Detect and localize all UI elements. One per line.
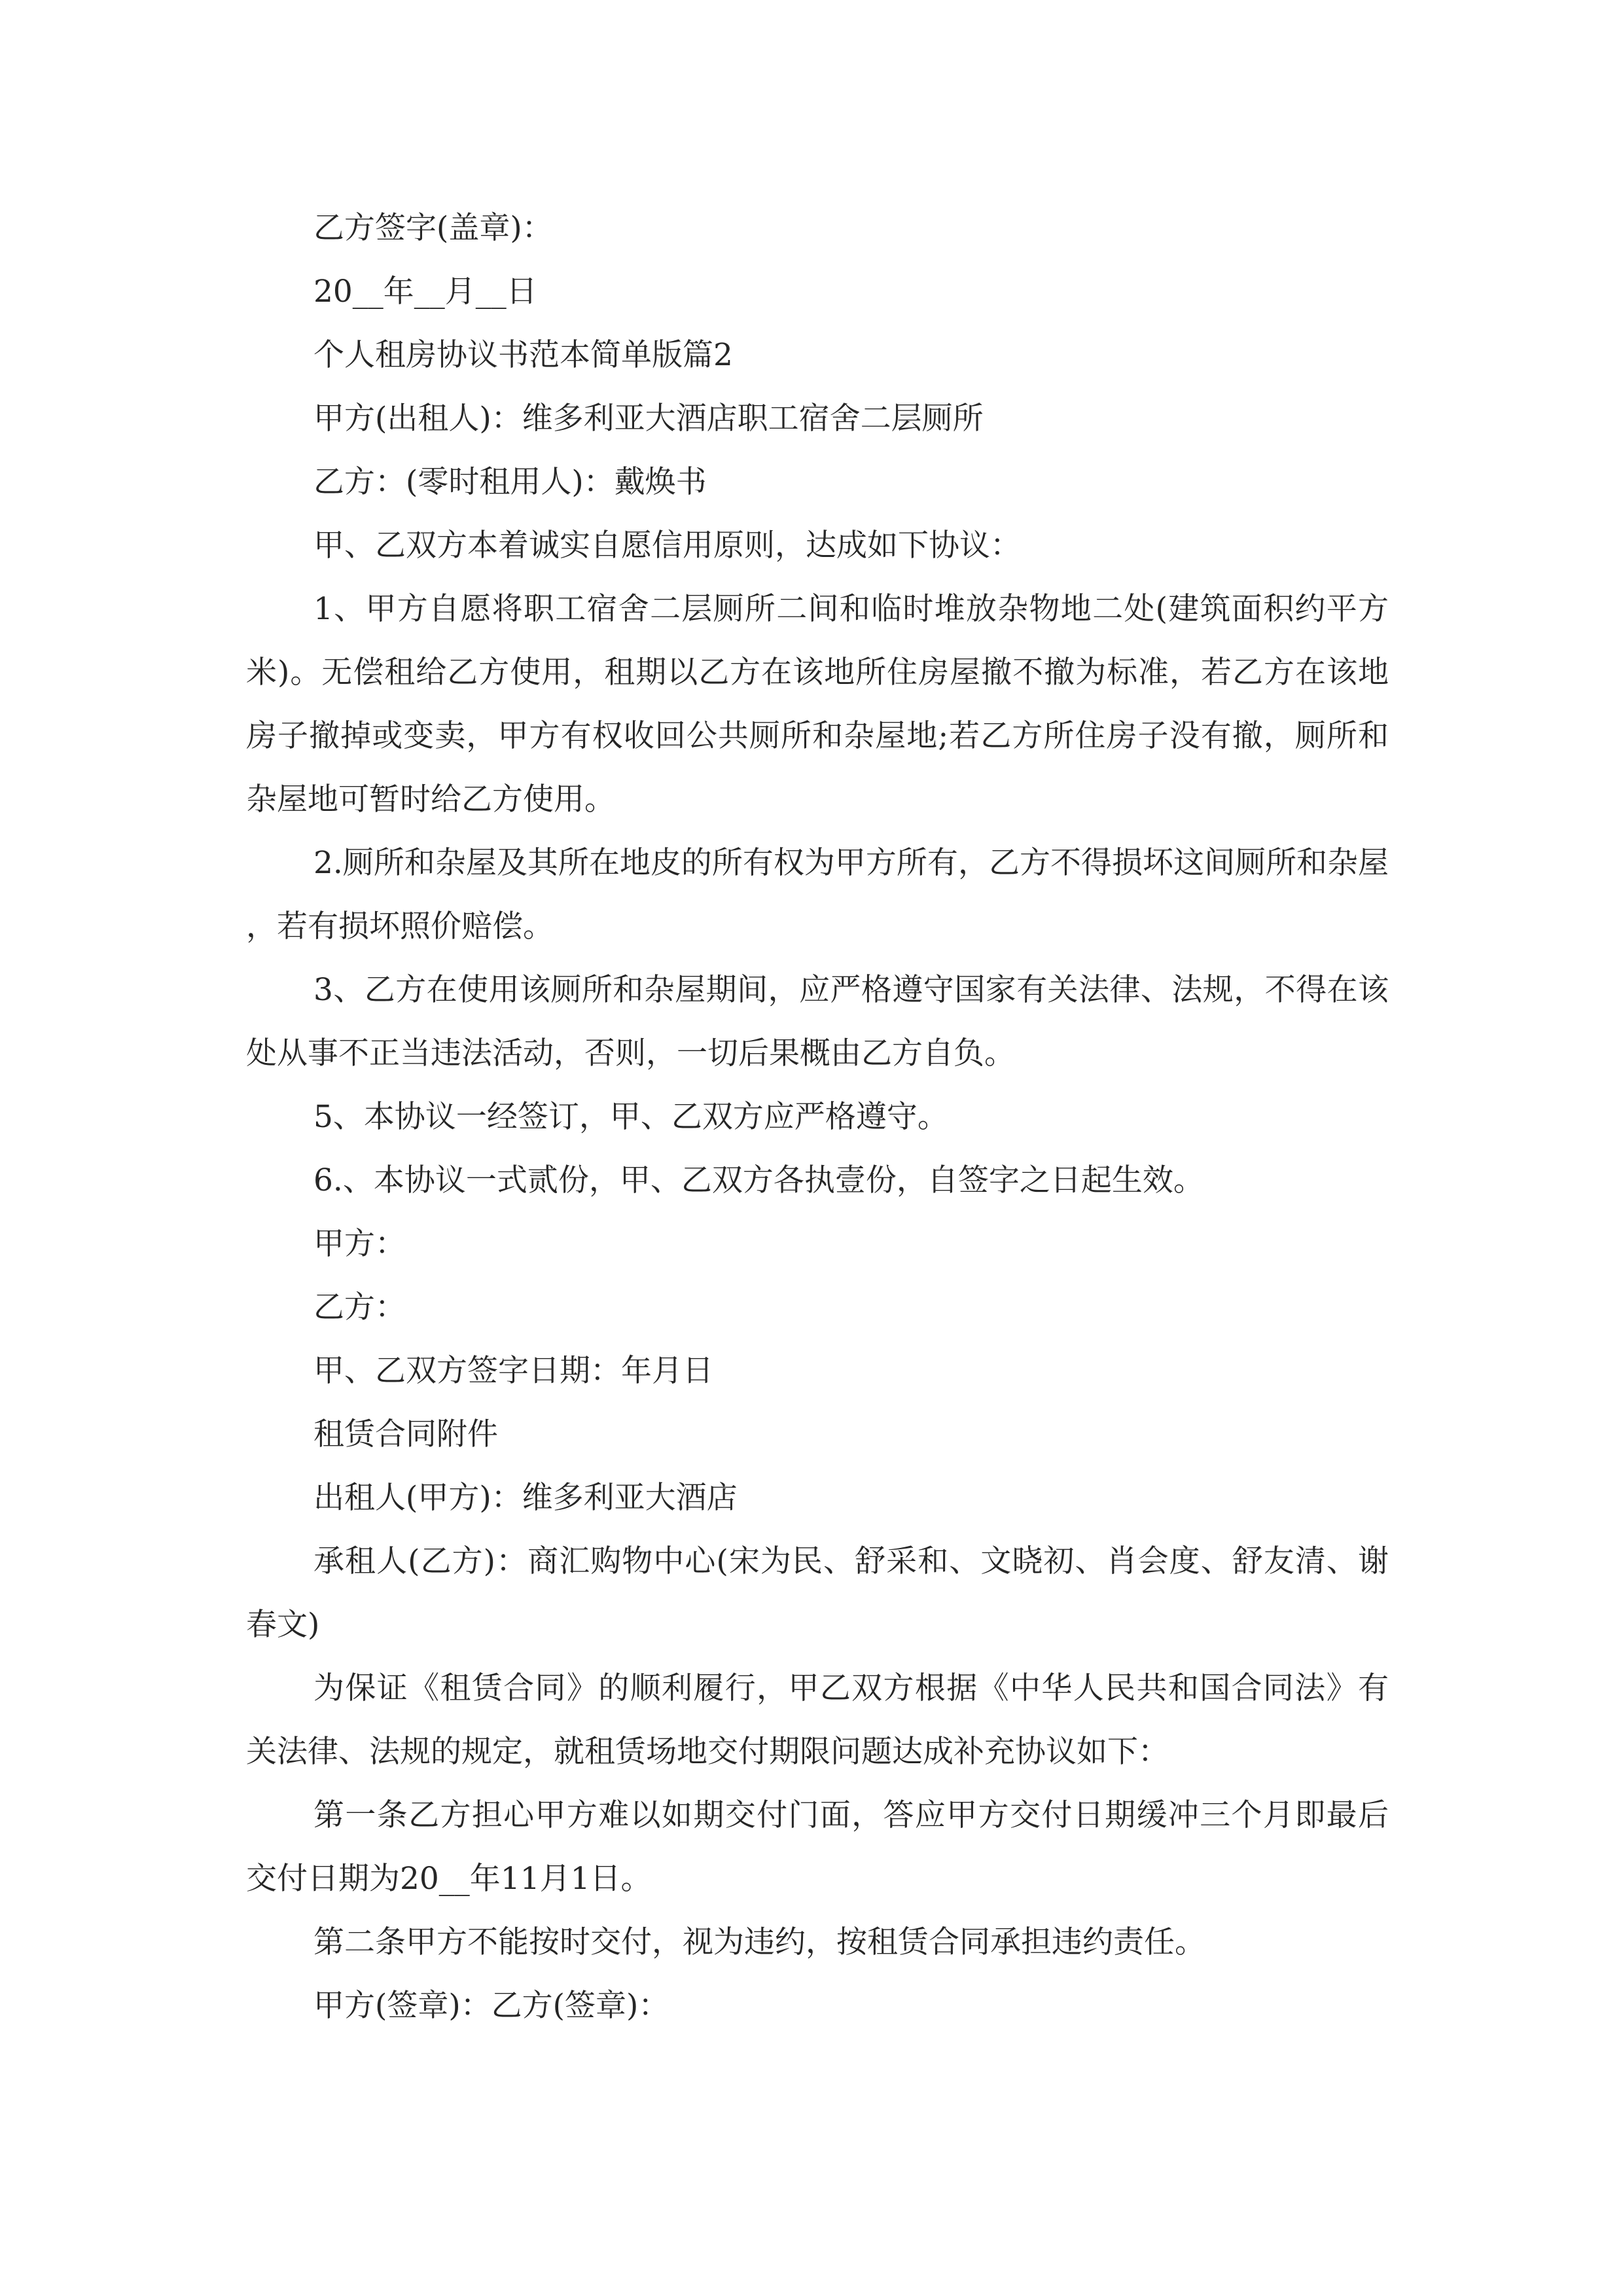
document-body xyxy=(246,196,1389,2037)
agreement-intro: 甲、乙双方本着诚实自愿信用原则，达成如下协议： xyxy=(313,528,1021,564)
sign-date-line: 甲、乙双方签字日期：年月日 xyxy=(313,1353,713,1389)
lessee-line: 承租人(乙方)：商汇购物中心(宋为民、舒采和、文晓初、肖会度、舒友清、谢春文) xyxy=(246,1543,1389,1643)
clause-5: 5、本协议一经签订，甲、乙双方应严格遵守。 xyxy=(313,1099,948,1135)
party-b-line: 乙方：(零时租用人)：戴焕书 xyxy=(313,464,707,500)
clause-6: 6.、本协议一式贰份，甲、乙双方各执壹份，自签字之日起生效。 xyxy=(313,1162,1204,1198)
lessor-line: 出租人(甲方)：维多利亚大酒店 xyxy=(313,1480,738,1516)
party-a-sign: 甲方： xyxy=(313,1226,406,1262)
clause-2: 2.厕所和杂屋及其所在地皮的所有权为甲方所有，乙方不得损坏这间厕所和杂屋，若有损坏照价赔偿。 xyxy=(246,845,1389,944)
clause-1: 1、甲方自愿将职工宿舍二层厕所二间和临时堆放杂物地二处(建筑面积约平方米)。无偿租给乙方使用，租期以乙方在该地所住房屋撤不撤为标准，若乙方在该地房子撤掉或变卖，甲方有权收回公共厕所和杂屋地;若乙方所住房子没有撤，厕所和杂屋地可暂时给乙方使用。 xyxy=(246,591,1389,817)
final-signature-line: 甲方(签章)：乙方(签章)： xyxy=(313,1988,669,2024)
supplement-intro: 为保证《租赁合同》的顺利履行，甲乙双方根据《中华人民共和国合同法》有关法律、法规的规定，就租赁场地交付期限问题达成补充协议如下： xyxy=(246,1670,1389,1770)
party-b-signature-line: 乙方签字(盖章)： xyxy=(313,210,553,246)
party-b-sign: 乙方： xyxy=(313,1289,406,1325)
article-2: 第二条甲方不能按时交付，视为违约，按租赁合同承担违约责任。 xyxy=(313,1924,1205,1960)
party-a-line: 甲方(出租人)：维多利亚大酒店职工宿舍二层厕所 xyxy=(313,401,984,437)
section-title: 个人租房协议书范本简单版篇2 xyxy=(313,337,733,373)
attachment-title: 租赁合同附件 xyxy=(313,1416,498,1452)
date-line: 20__年__月__日 xyxy=(313,274,537,310)
article-1: 第一条乙方担心甲方难以如期交付门面，答应甲方交付日期缓冲三个月即最后交付日期为20__年11月1日。 xyxy=(246,1797,1389,1897)
clause-3: 3、乙方在使用该厕所和杂屋期间，应严格遵守国家有关法律、法规，不得在该处从事不正当违法活动，否则，一切后果概由乙方自负。 xyxy=(246,972,1389,1071)
